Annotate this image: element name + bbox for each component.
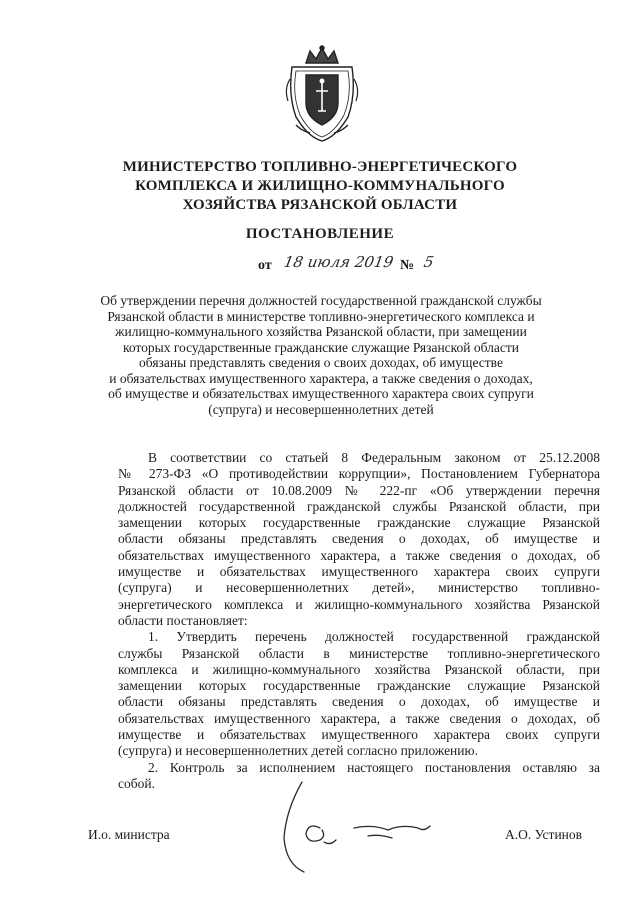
body-line: обязательствах имущественного характера, а также сведения о доходах, об	[118, 547, 600, 563]
body-line: замещении которых государственные гражданские служащие Рязанской	[118, 678, 600, 694]
body-line: собой.	[118, 775, 155, 791]
body-line: (супруга) и несовершеннолетних детей согласно приложению.	[118, 743, 478, 759]
signatory-position: И.о. министра	[88, 827, 170, 842]
handwritten-number: 5	[422, 253, 436, 271]
title-line: жилищно-коммунального хозяйства Рязанской области, при замещении	[115, 324, 527, 339]
title-line: обязаны представлять сведения о своих доходах, об имуществе	[139, 355, 503, 370]
body-line: области обязаны представлять сведения о доходах, об имуществе и	[118, 694, 600, 710]
body-line: № 273-ФЗ «О противодействии коррупции», Постановлением Губернатора	[118, 466, 600, 482]
signatory-name: А.О. Устинов	[505, 827, 583, 842]
body-line: имуществе и обязательствах имущественного характера своих супруги	[118, 564, 600, 580]
ministry-line: МИНИСТЕРСТВО ТОПЛИВНО-ЭНЕРГЕТИЧЕСКОГО	[122, 159, 518, 175]
body-line: (супруга) и несовершеннолетних детей», министерство топливно-	[118, 580, 600, 596]
body-line: службы Рязанской области в министерстве топливно-энергетического	[118, 645, 600, 661]
title-line: (супруга) и несовершеннолетних детей	[208, 401, 434, 417]
body-line: обязательствах имущественного характера, а также сведения о доходах, об	[118, 710, 600, 726]
handwritten-signature	[268, 780, 448, 880]
body-line: имуществе и обязательствах имущественного характера своих супруги	[118, 727, 600, 743]
ministry-line: ХОЗЯЙСТВА РЯЗАНСКОЙ ОБЛАСТИ	[182, 197, 458, 213]
body-line: области обязаны представлять сведения о доходах, об имуществе и	[118, 531, 600, 547]
title-line: об имуществе и обязательствах имущественного характера своих супруги	[108, 386, 534, 401]
body-line: области постановляет:	[118, 612, 248, 628]
body-line: замещении которых государственные гражданские служащие Рязанской	[118, 515, 600, 531]
title-line: и обязательствах имущественного характера, а также сведения о доходах,	[109, 370, 533, 386]
document-type-heading: ПОСТАНОВЛЕНИЕ	[245, 226, 395, 242]
body-line: 2. Контроль за исполнением настоящего постановления оставляю за	[148, 759, 600, 775]
coat-of-arms-emblem	[282, 45, 362, 143]
number-label: №	[400, 258, 415, 273]
body-line: должностей государственной гражданской службы Рязанской области, при	[118, 498, 600, 514]
ministry-line: КОМПЛЕКСА И ЖИЛИЩНО-КОММУНАЛЬНОГО	[135, 178, 505, 194]
body-line: Рязанской области от 10.08.2009 № 222-пг «Об утверждении перечня	[118, 482, 600, 498]
body-line: В соответствии со статьей 8 Федеральным законом от 25.12.2008	[148, 450, 600, 465]
title-line: Рязанской области в министерстве топливно-энергетического комплекса и	[107, 308, 535, 324]
document-title	[80, 293, 562, 417]
body-line: комплекса и жилищно-коммунального хозяйства Рязанской области, при	[118, 661, 600, 677]
ministry-name	[90, 158, 550, 215]
title-line: Об утверждении перечня должностей государственной гражданской службы	[100, 293, 542, 308]
date-prefix: от	[258, 258, 272, 273]
title-line: которых государственные гражданские служащие Рязанской области	[122, 339, 520, 355]
body-line: энергетического комплекса и жилищно-коммунального хозяйства Рязанской	[118, 596, 600, 612]
handwritten-date: 18 июля 2019	[282, 253, 395, 271]
body-line: 1. Утвердить перечень должностей государственной гражданской	[148, 629, 600, 645]
document-body	[118, 450, 600, 792]
